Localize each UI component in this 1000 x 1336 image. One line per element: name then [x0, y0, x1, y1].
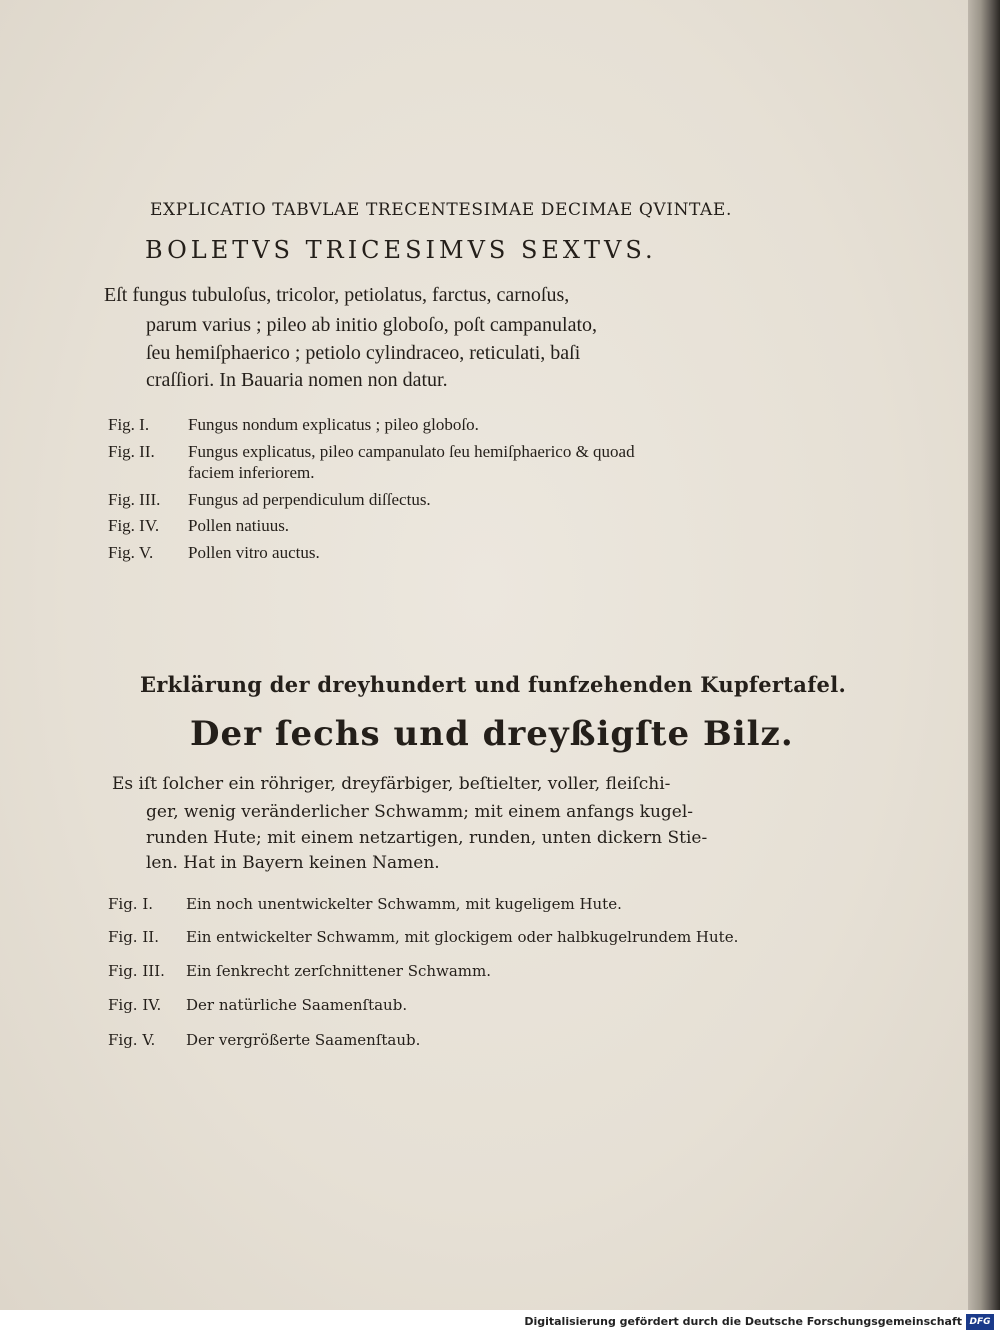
fig-text: Ein ſenkrecht zerſchnittener Schwamm. [186, 962, 492, 980]
dfg-logo-icon: DFG [966, 1314, 994, 1330]
fig-label: Fig. V. [108, 1031, 156, 1049]
german-body-line-3: runden Hute; mit einem netzartigen, runden, unten dickern Stie- [146, 828, 708, 848]
fig-label: Fig. I. [108, 895, 154, 913]
german-fig-1 [108, 895, 622, 913]
fig-text: Fungus ad perpendiculum diſſectus. [188, 490, 431, 509]
latin-body-line-2: parum varius ; pileo ab initio globoſo, poſt campanulato, [146, 314, 598, 336]
fig-label: Fig. IV. [108, 516, 160, 535]
fig-label: Fig. II. [108, 442, 155, 461]
latin-title: BOLETVS TRICESIMVS SEXTVS. [145, 236, 657, 264]
latin-body-line-4: craſſiori. In Bauaria nomen non datur. [146, 369, 448, 391]
latin-fig-4 [108, 516, 289, 536]
german-body-line-1: Es iſt ſolcher ein röhriger, dreyfärbiger, beſtielter, voller, fleiſchi- [112, 774, 671, 794]
german-body-line-4: len. Hat in Bayern keinen Namen. [146, 853, 440, 873]
fig-label: Fig. I. [108, 415, 150, 434]
fig-text: Pollen natiuus. [188, 516, 290, 535]
fig-label: Fig. II. [108, 928, 159, 946]
german-body-line-2: ger, wenig veränderlicher Schwamm; mit einem anfangs kugel- [146, 802, 694, 822]
fig-text: Der vergrößerte Saamenſtaub. [186, 1031, 421, 1049]
german-fig-5 [108, 1031, 420, 1049]
fig-text: faciem inferiorem. [188, 463, 315, 482]
footer-credit: Digitalisierung gefördert durch die Deutsche Forschungsgemeinschaft [524, 1315, 962, 1328]
fig-text: Fungus nondum explicatus ; pileo globoſo. [188, 415, 479, 434]
latin-fig-1 [108, 415, 479, 435]
fig-text: Pollen vitro auctus. [188, 543, 320, 562]
latin-header: EXPLICATIO TABVLAE TRECENTESIMAE DECIMAE QVINTAE. [150, 200, 732, 220]
fig-text: Ein entwickelter Schwamm, mit glockigem oder halbkugelrundem Hute. [186, 928, 739, 946]
footer-bar [0, 1310, 1000, 1336]
latin-body-line-3: ſeu hemiſphaerico ; petiolo cylindraceo, reticulati, baſi [146, 342, 581, 364]
latin-body-line-1: Eſt fungus tubuloſus, tricolor, petiolatus, farctus, carnoſus, [104, 284, 570, 306]
fig-text: Der natürliche Saamenſtaub. [186, 996, 408, 1014]
fig-label: Fig. V. [108, 543, 154, 562]
latin-fig-2-cont [188, 463, 315, 483]
latin-fig-2 [108, 442, 635, 462]
fig-text: Fungus explicatus, pileo campanulato ſeu hemiſphaerico & quoad [188, 442, 635, 461]
latin-fig-3 [108, 490, 431, 510]
german-fig-2 [108, 928, 738, 946]
fig-text: Ein noch unentwickelter Schwamm, mit kugeligem Hute. [186, 895, 622, 913]
latin-fig-5 [108, 543, 320, 563]
fig-label: Fig. IV. [108, 996, 162, 1014]
german-title: Der ſechs und dreyßigſte Bilz. [190, 714, 794, 754]
fig-label: Fig. III. [108, 490, 161, 509]
fig-label: Fig. III. [108, 962, 165, 980]
german-fig-4 [108, 996, 407, 1014]
german-fig-3 [108, 962, 491, 980]
german-header: Erklärung der dreyhundert und funfzehenden Kupfertafel. [140, 672, 847, 697]
page-edge [968, 0, 1000, 1310]
